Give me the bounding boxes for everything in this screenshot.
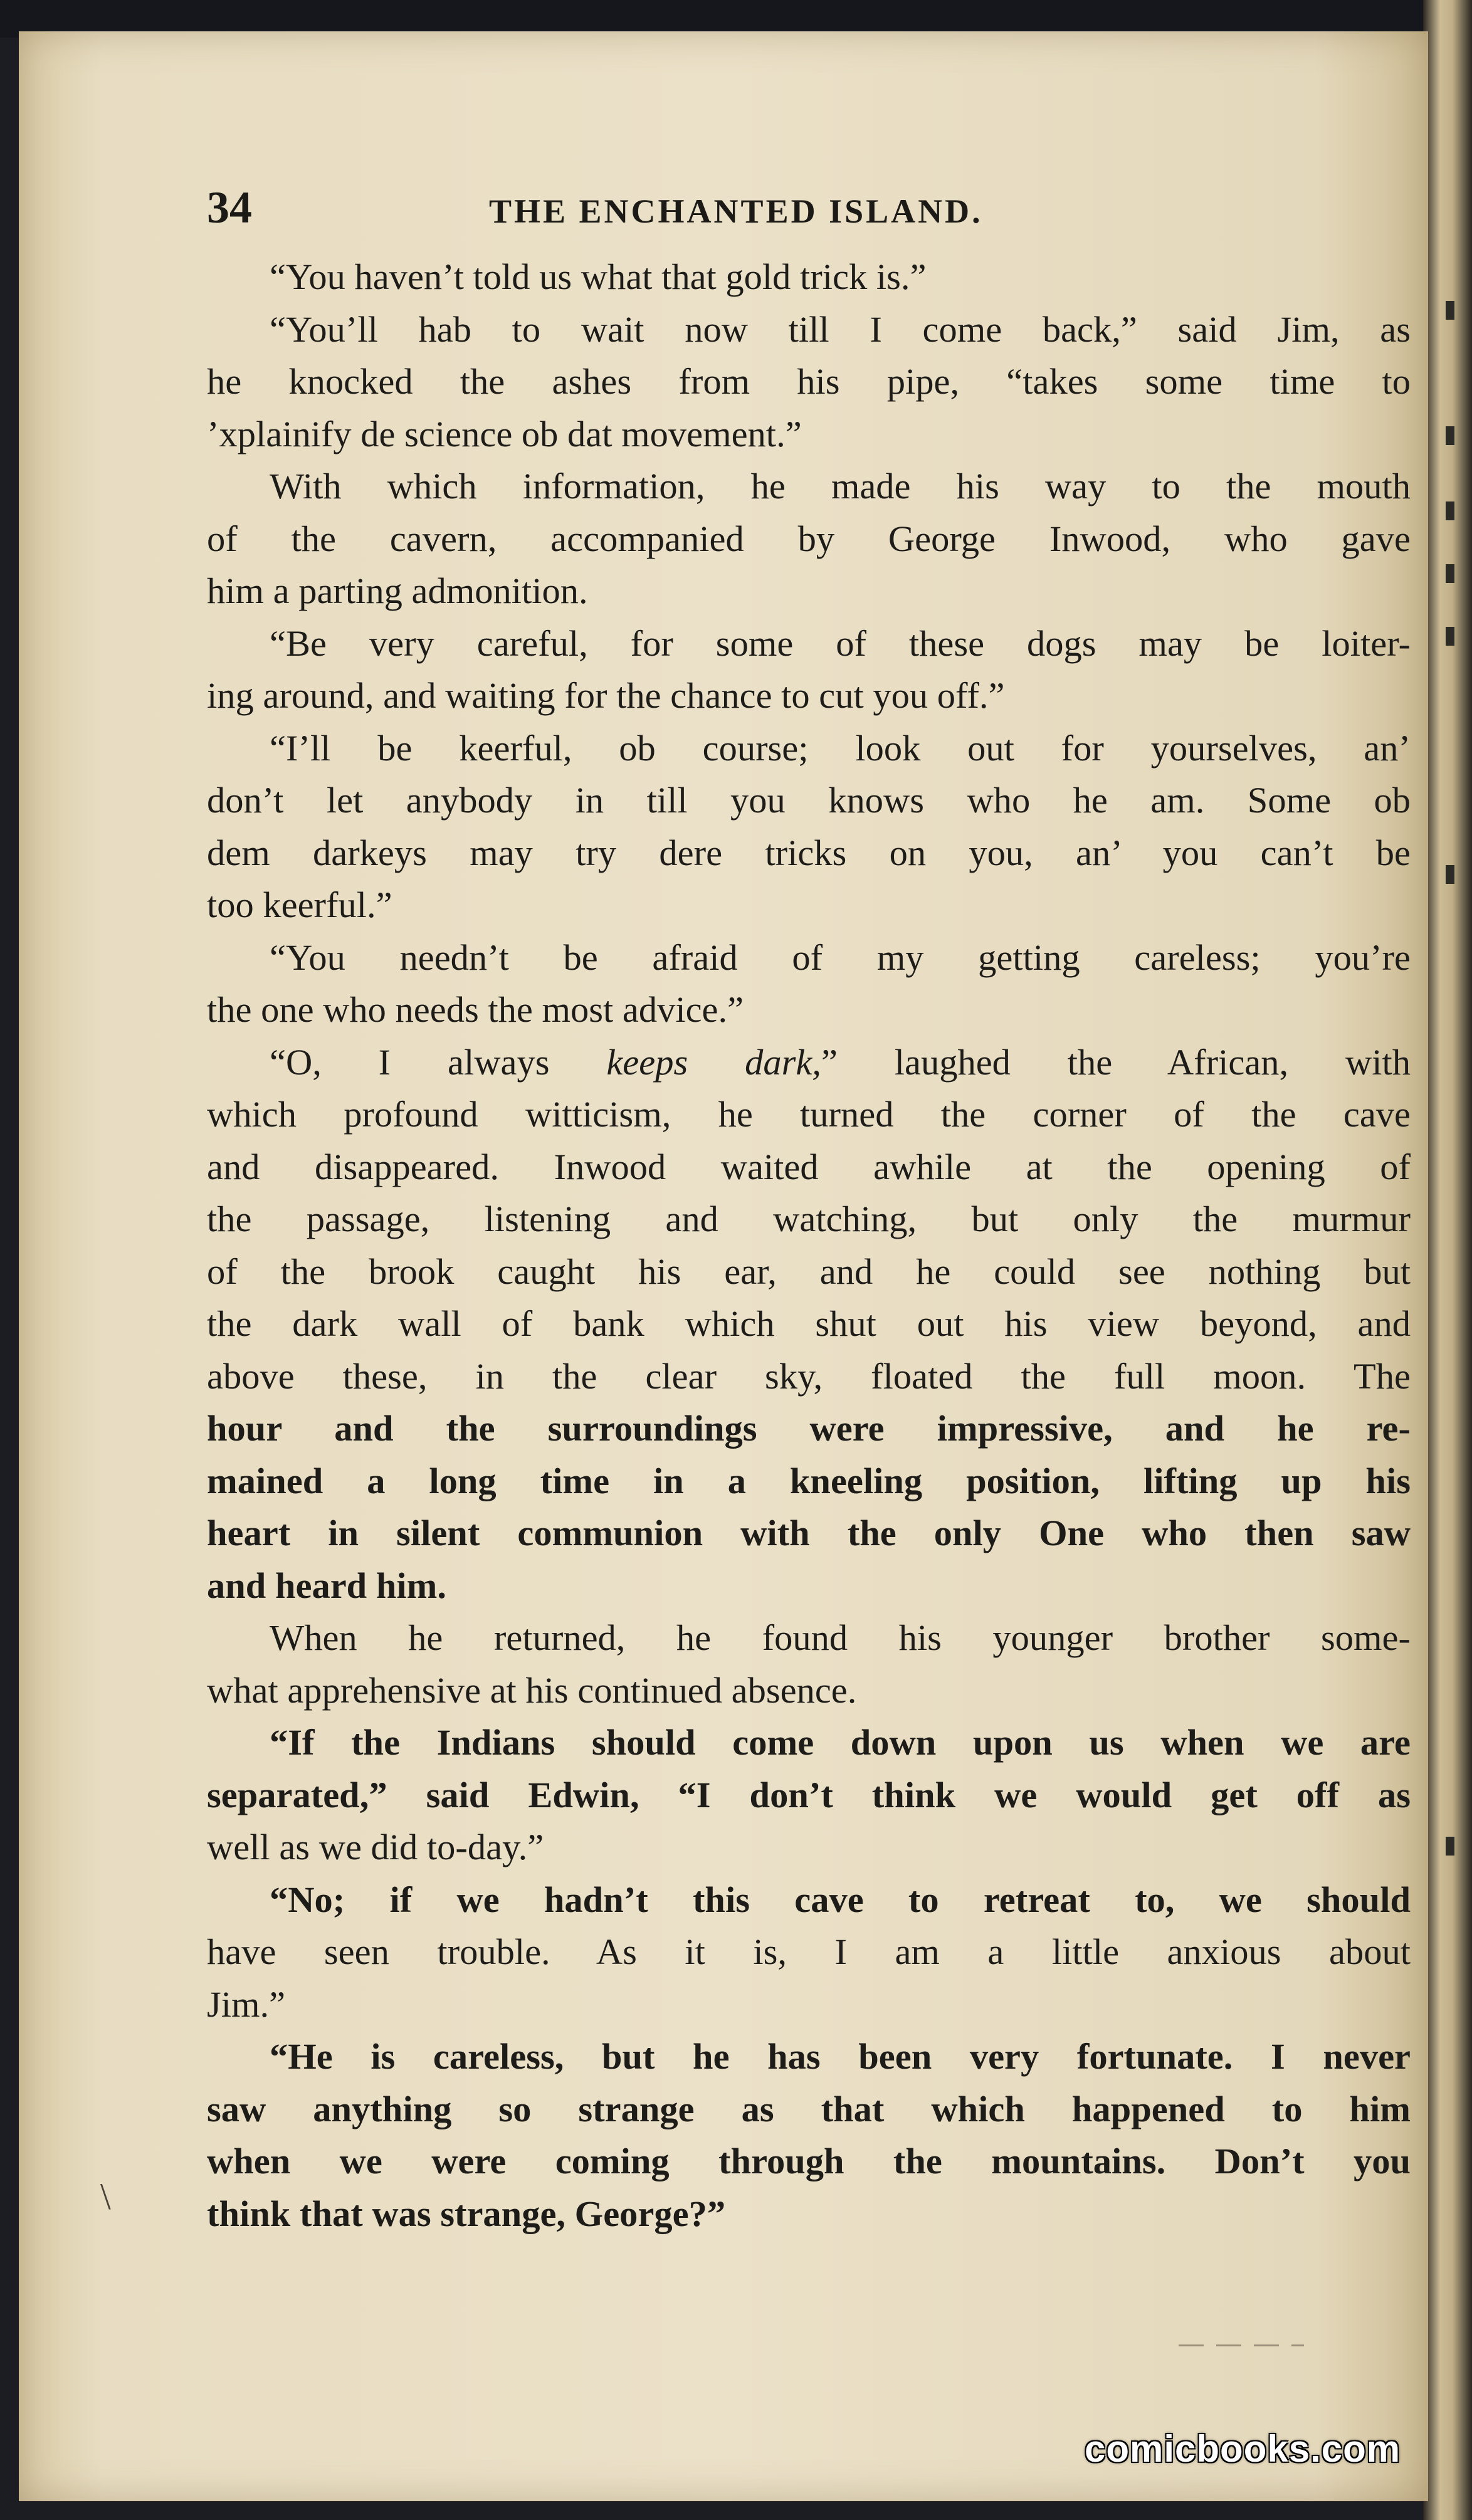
text-line: “If the Indians should come down upon us when we are (270, 1722, 1411, 1763)
paragraph (207, 1716, 1411, 1874)
paragraph (207, 2030, 1411, 2240)
margin-pencil-mark: \ (100, 2176, 111, 2217)
paragraph (207, 251, 1411, 303)
italic-run: keeps dark, (606, 1041, 821, 1083)
text-line: don’t let anybody in till you knows who he am. Some ob (207, 780, 1411, 821)
text-line: mained a long time in a kneeling position, lifting up his (207, 1460, 1411, 1501)
text-line: separated,” said Edwin, “I don’t think we would get off as (207, 1774, 1411, 1815)
text-line: dem darkeys may try dere tricks on you, an’ you can’t be (207, 832, 1411, 873)
text-line: heart in silent communion with the only One who then saw (207, 1513, 1411, 1553)
text-line: “You haven’t told us what that gold trick is.” (270, 256, 927, 297)
text-line: ing around, and waiting for the chance to cut you off.” (207, 675, 1005, 716)
paragraph (207, 1874, 1411, 2031)
text-line: “No; if we hadn’t this cave to retreat to, we should (270, 1879, 1411, 1920)
page-header (207, 182, 1411, 238)
paragraph (207, 303, 1411, 461)
text-line: the passage, listening and watching, but only the murmur (207, 1199, 1411, 1239)
paragraph (207, 460, 1411, 617)
paragraph (207, 617, 1411, 722)
paragraph (207, 1612, 1411, 1716)
body-text (207, 251, 1411, 2240)
text-line: “He is careless, but he has been very fortunate. I never (270, 2036, 1411, 2077)
text-line: saw anything so strange as that which happened to him (207, 2088, 1411, 2129)
page-number: 34 (207, 182, 252, 233)
text-line: “You needn’t be afraid of my getting careless; you’re (270, 937, 1411, 978)
text-line: and disappeared. Inwood waited awhile at the opening of (207, 1146, 1411, 1187)
text-line: With which information, he made his way to the mouth (270, 466, 1411, 507)
paragraph (207, 1036, 1411, 1612)
text-line: think that was strange, George?” (207, 2193, 726, 2234)
running-title: THE ENCHANTED ISLAND. (489, 192, 983, 230)
text-line: “You’ll hab to wait now till I come back,” said Jim, as (270, 308, 1411, 350)
text-line: which profound witticism, he turned the corner of the cave (207, 1094, 1411, 1135)
text-line: well as we did to-day.” (207, 1827, 544, 1867)
paragraph (207, 932, 1411, 1036)
text-line: what apprehensive at his continued absence. (207, 1669, 857, 1711)
text-line: when we were coming through the mountains. Don’t you (207, 2141, 1411, 2181)
end-rule (1179, 2344, 1304, 2346)
paragraph (207, 722, 1411, 932)
watermark: comicbooks.com (1085, 2428, 1401, 2470)
text-line (207, 1036, 1411, 1089)
text-line: the dark wall of bank which shut out his view beyond, and (207, 1303, 1411, 1344)
text-line: the one who needs the most advice.” (207, 989, 744, 1030)
adjacent-page-marks (1442, 301, 1461, 1931)
text-line: him a parting admonition. (207, 570, 588, 611)
text-line: above these, in the clear sky, floated the full moon. The (207, 1355, 1411, 1397)
text-line: Jim.” (207, 1983, 286, 2025)
text-line: too keerful.” (207, 885, 392, 925)
text-line: When he returned, he found his younger brother some- (270, 1617, 1411, 1658)
text-line: of the cavern, accompanied by George Inwood, who gave (207, 518, 1411, 559)
text-line: he knocked the ashes from his pipe, “takes some time to (207, 361, 1411, 402)
text-line: hour and the surroundings were impressive, and he re- (207, 1408, 1411, 1449)
text-run: ” laughed the African, with (821, 1041, 1411, 1083)
text-line: and heard him. (207, 1565, 446, 1606)
text-line: of the brook caught his ear, and he could see nothing but (207, 1251, 1411, 1292)
text-line: ’xplainify de science ob dat movement.” (207, 413, 802, 454)
text-line: have seen trouble. As it is, I am a little anxious about (207, 1931, 1411, 1972)
text-run: “O, I always (270, 1041, 607, 1083)
text-line: “I’ll be keerful, ob course; look out for yourselves, an’ (270, 727, 1411, 769)
text-line: “Be very careful, for some of these dogs may be loiter- (270, 622, 1411, 664)
